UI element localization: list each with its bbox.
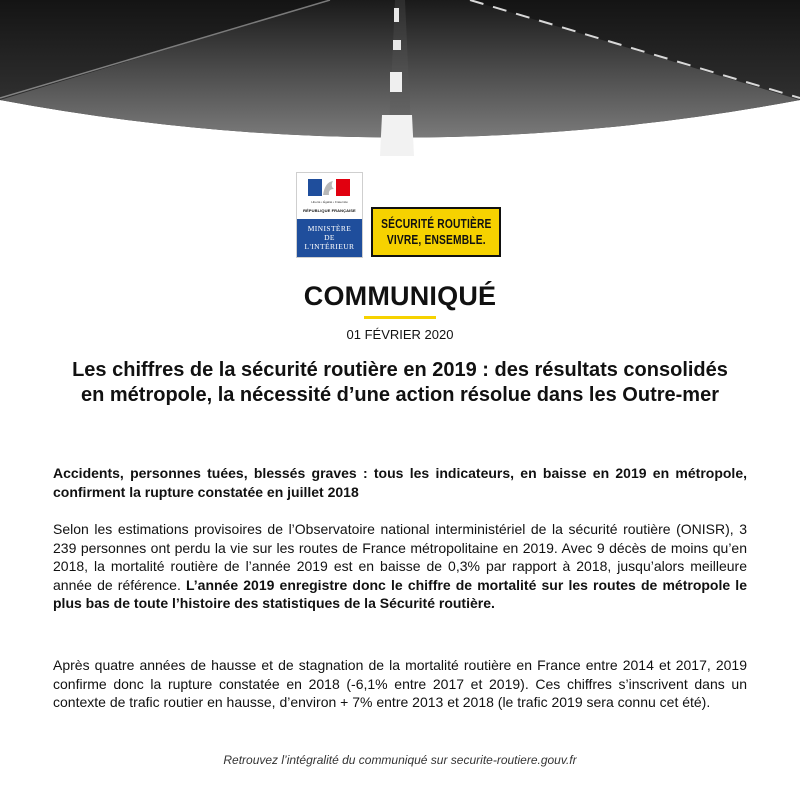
- republic-label: RÉPUBLIQUE FRANÇAISE: [303, 208, 356, 213]
- page-title: COMMUNIQUÉ: [303, 281, 497, 311]
- paragraph-2: Après quatre années de hausse et de stagnation de la mortalité routière en France entre 2014 et 2017, 2019 confirme donc la rupture constatée en 2018 (-6,1% entre 2017 et 2019). Ces chiffres s’inscrivent dans un contexte de trafic routier en hausse, d’environ + 7% entre 2013 et 2018 (le trafic 2019 sera connu cet été).: [53, 657, 747, 710]
- road-banner-image: [0, 0, 800, 160]
- title-underline: [364, 316, 436, 319]
- paragraph-1: [53, 520, 747, 613]
- securite-routiere-line-2: VIVRE, ENSEMBLE.: [386, 233, 486, 247]
- press-release-date: 01 FÉVRIER 2020: [346, 327, 454, 342]
- ministry-logo: [296, 172, 363, 258]
- ministry-line-3: L'INTÉRIEUR: [304, 242, 355, 251]
- footer-website-note: Retrouvez l’intégralité du communiqué sur securite-routiere.gouv.fr: [223, 753, 577, 767]
- securite-routiere-logo: [371, 207, 501, 257]
- paragraph-1-text: Selon les estimations provisoires de l’Observatoire national interministériel de la sécurité routière (ONISR), 3 239 personnes ont perdu la vie sur les routes de France métropolitaine en 2019. Avec 9 décès de moins qu’en 2018, la mortalité routière de l’année 2019 est en baisse de 0,3% par rapport à 2018, jusqu’alors meilleure année de référence.: [53, 521, 747, 593]
- ministry-line-1: MINISTÈRE: [307, 224, 352, 233]
- headline: Les chiffres de la sécurité routière en 2019 : des résultats consolidés en métropole, la nécessité d’une action résolue dans les Outre-mer: [72, 359, 728, 406]
- ministry-line-2: DE: [324, 233, 335, 242]
- subheading: Accidents, personnes tuées, blessés graves : tous les indicateurs, en baisse en 2019 en métropole, confirment la rupture constatée en juillet 2018: [53, 465, 747, 500]
- securite-routiere-line-1: SÉCURITÉ ROUTIÈRE: [380, 217, 492, 231]
- logo-row: [296, 172, 506, 262]
- marianne-motto: Liberté • Égalité • Fraternité: [311, 200, 348, 204]
- paragraph-1-bold: L’année 2019 enregistre donc le chiffre de mortalité sur les routes de métropole le plus bas de toute l’histoire des statistiques de la Sécurité routière.: [53, 576, 747, 611]
- ministry-name: [297, 219, 362, 257]
